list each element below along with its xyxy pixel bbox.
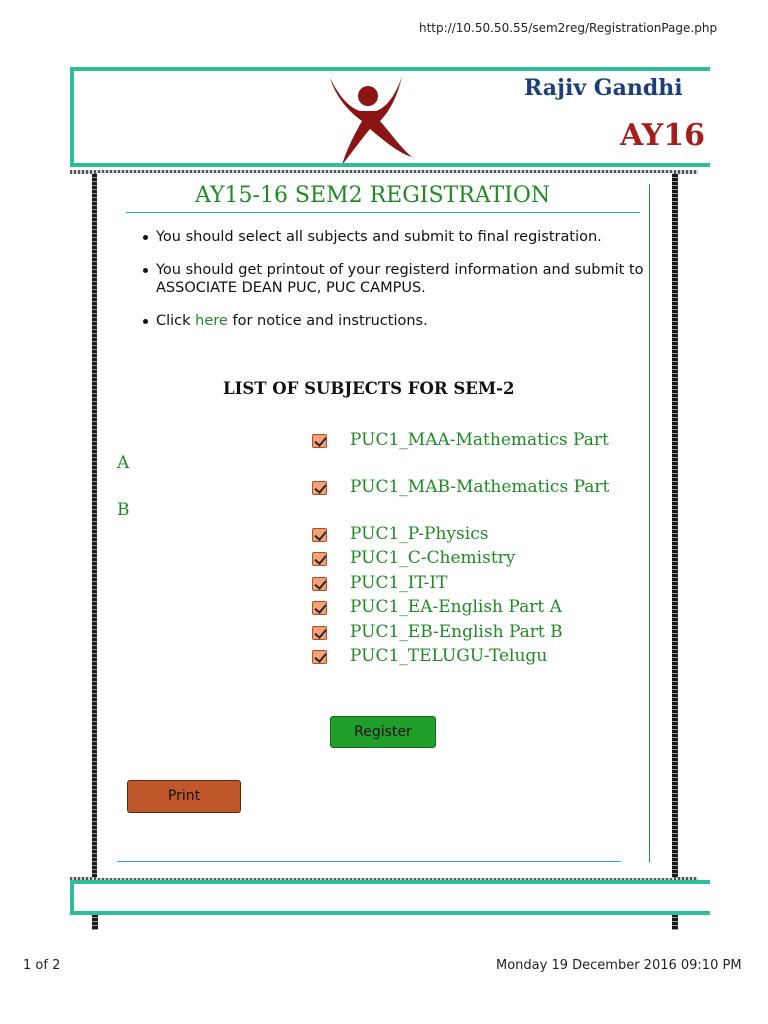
list-item: You should get printout of your registerd information and submit to ASSOCIATE DEAN PUC, PUC CAMPUS. <box>156 261 646 297</box>
subject-label-wrap: B <box>117 500 130 520</box>
content-right-border <box>649 184 650 862</box>
academic-year-header: AY16 <box>620 118 705 153</box>
list-item <box>156 312 646 330</box>
subject-label: PUC1_C-Chemistry <box>350 548 516 568</box>
print-timestamp: Monday 19 December 2016 09:10 PM <box>496 958 742 973</box>
subject-label: PUC1_P-Physics <box>350 524 489 544</box>
subject-checkbox[interactable] <box>312 434 327 448</box>
content-bottom-divider <box>117 861 621 862</box>
subject-label: PUC1_MAB-Mathematics Part <box>350 477 610 497</box>
page-number: 1 of 2 <box>23 958 61 973</box>
subject-checkbox[interactable] <box>312 601 327 615</box>
subject-label-wrap: A <box>117 453 130 473</box>
subject-label: PUC1_TELUGU-Telugu <box>350 646 548 666</box>
university-name: Rajiv Gandhi <box>524 75 683 101</box>
subject-label: PUC1_IT-IT <box>350 573 448 593</box>
subject-checkbox[interactable] <box>312 481 327 495</box>
subject-checkbox[interactable] <box>312 626 327 640</box>
university-logo-icon <box>320 73 420 167</box>
page-url: http://10.50.50.55/sem2reg/RegistrationPage.php <box>419 21 718 35</box>
instructions-list <box>156 228 646 345</box>
subject-checkbox[interactable] <box>312 552 327 566</box>
print-button[interactable]: Print <box>127 780 241 813</box>
subject-checkbox[interactable] <box>312 577 327 591</box>
register-button[interactable]: Register <box>330 716 436 748</box>
notice-prefix: Click <box>156 313 196 329</box>
subject-checkbox[interactable] <box>312 650 327 664</box>
subject-label: PUC1_EB-English Part B <box>350 622 563 642</box>
notice-link[interactable]: here <box>195 313 228 329</box>
subject-label: PUC1_EA-English Part A <box>350 597 562 617</box>
list-item: You should select all subjects and submit to final registration. <box>156 228 646 246</box>
header-banner <box>70 67 710 167</box>
subject-label: PUC1_MAA-Mathematics Part <box>350 430 609 450</box>
notice-suffix: for notice and instructions. <box>227 313 428 329</box>
subject-checkbox[interactable] <box>312 528 327 542</box>
page-title: AY15-16 SEM2 REGISTRATION <box>195 183 551 208</box>
title-underline <box>126 212 640 213</box>
right-rail-divider <box>672 170 678 930</box>
subjects-heading: LIST OF SUBJECTS FOR SEM-2 <box>223 379 515 398</box>
footer-banner <box>70 880 710 915</box>
